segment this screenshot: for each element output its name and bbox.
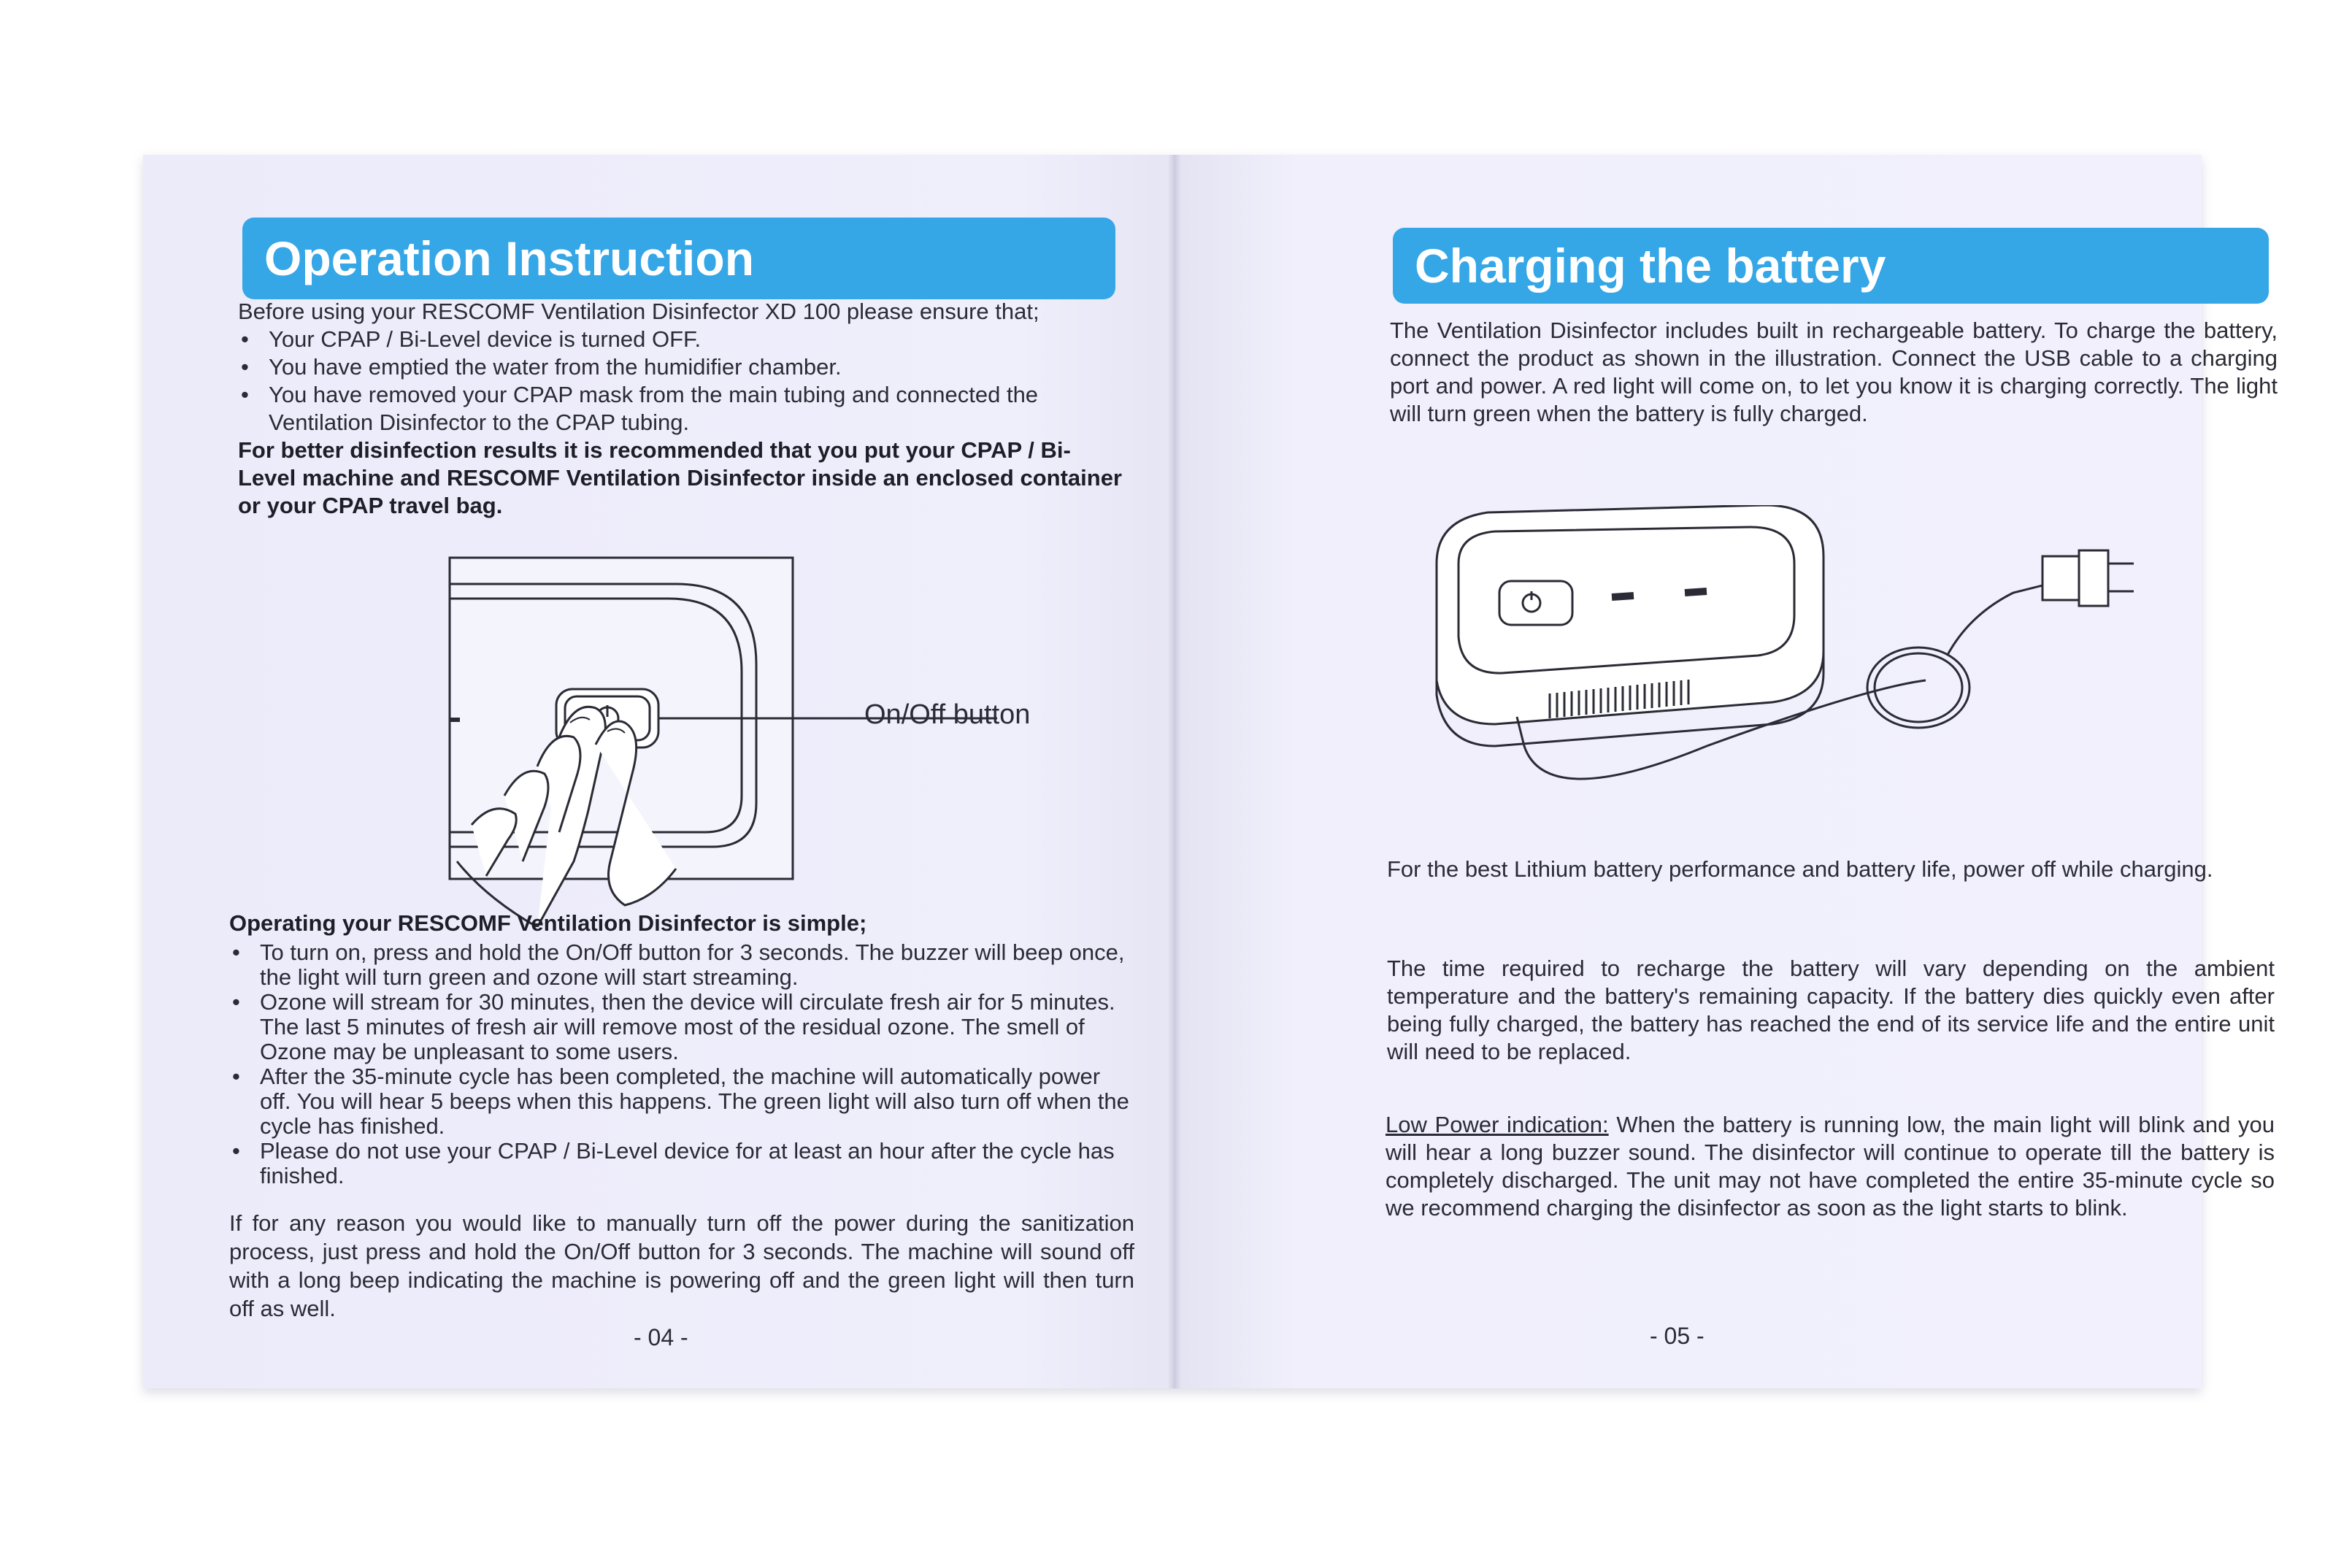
operating-steps: [229, 940, 1134, 1188]
list-item: • Ozone will stream for 30 minutes, then the device will circulate fresh air for 5 minutes. The last 5 minutes of fresh air will remove most of the residual ozone. The smell of Ozone may be unpleasant to some users.: [229, 990, 1134, 1064]
open-booklet: [143, 155, 2278, 1388]
low-power-label: Low Power indication:: [1386, 1112, 1609, 1137]
charging-intro-paragraph: The Ventilation Disinfector includes built in rechargeable battery. To charge the battery, connect the product as shown in the illustration. Connect the USB cable to a charging port and power. A red light will come on, to let you know it is charging correctly. The light will turn green when the battery is fully charged.: [1390, 318, 2278, 426]
operating-heading: Operating your RESCOMF Ventilation Disinfector is simple;: [229, 910, 867, 936]
page-title: [1393, 228, 2269, 304]
low-power-section: [1386, 1111, 2275, 1222]
low-power-paragraph: [1386, 1111, 2275, 1222]
operating-section: [229, 910, 1134, 1323]
charging-illustration: [1415, 505, 2181, 826]
list-item: • After the 35-minute cycle has been completed, the machine will automatically power off. You will hear 5 beeps when this happens. The green light will also turn off when the cycle has finished.: [229, 1064, 1134, 1139]
recommendation-text: For better disinfection results it is recommended that you put your CPAP / Bi-Level machine and RESCOMF Ventilation Disinfector inside an enclosed container or your CPAP travel bag.: [238, 437, 1122, 518]
intro-text: [238, 298, 1129, 520]
on-off-label: On/Off button: [864, 699, 1031, 730]
list-item: • To turn on, press and hold the On/Off button for 3 seconds. The buzzer will beep once, the light will turn green and ozone will start streaming.: [229, 940, 1134, 990]
recharge-paragraph: The time required to recharge the battery will vary depending on the ambient temperature and the battery's remaining capacity. If the battery dies quickly even after being fully charged, the battery has reached the end of its service life and the entire unit will need to be replaced.: [1387, 956, 2275, 1064]
left-page: [143, 155, 1174, 1388]
page-number: - 04 -: [634, 1324, 688, 1350]
checklist: [238, 326, 1129, 437]
low-power-text: When the battery is running low, the main light will blink and you will hear a long buzzer sound. The disinfector will continue to operate till the battery is completely discharged. The unit may not have completed the entire 35-minute cycle so we recommend charging the disinfector as soon as the light starts to blink.: [1386, 1112, 2275, 1221]
recharge-time: [1387, 955, 2275, 1066]
list-item: • You have emptied the water from the humidifier chamber.: [238, 353, 1129, 381]
list-item: • Please do not use your CPAP / Bi-Level device for at least an hour after the cycle has finished.: [229, 1139, 1134, 1188]
list-item: • You have removed your CPAP mask from the main tubing and connected the Ventilation Disinfector to the CPAP tubing.: [238, 381, 1129, 437]
charging-intro: [1390, 317, 2278, 428]
intro-paragraph: Before using your RESCOMF Ventilation Disinfector XD 100 please ensure that;: [238, 299, 1039, 324]
page-title-text: Operation Instruction: [264, 231, 755, 285]
manual-off-paragraph: If for any reason you would like to manually turn off the power during the sanitization process, just press and hold the On/Off button for 3 seconds. The machine will sound off with a long beep indicating the machine is powering off and the green light will then turn off as well.: [229, 1210, 1134, 1321]
book-spine: [1168, 155, 1181, 1388]
list-item: • Your CPAP / Bi-Level device is turned OFF.: [238, 326, 1129, 353]
on-off-illustration: [435, 555, 1165, 927]
page-title: [242, 218, 1115, 299]
page-title-text: Charging the battery: [1415, 239, 1886, 293]
lithium-note: [1387, 856, 2275, 883]
lithium-paragraph: For the best Lithium battery performance and battery life, power off while charging.: [1387, 856, 2213, 882]
page-number: - 05 -: [1650, 1323, 1705, 1349]
right-page: [1174, 155, 2278, 1388]
